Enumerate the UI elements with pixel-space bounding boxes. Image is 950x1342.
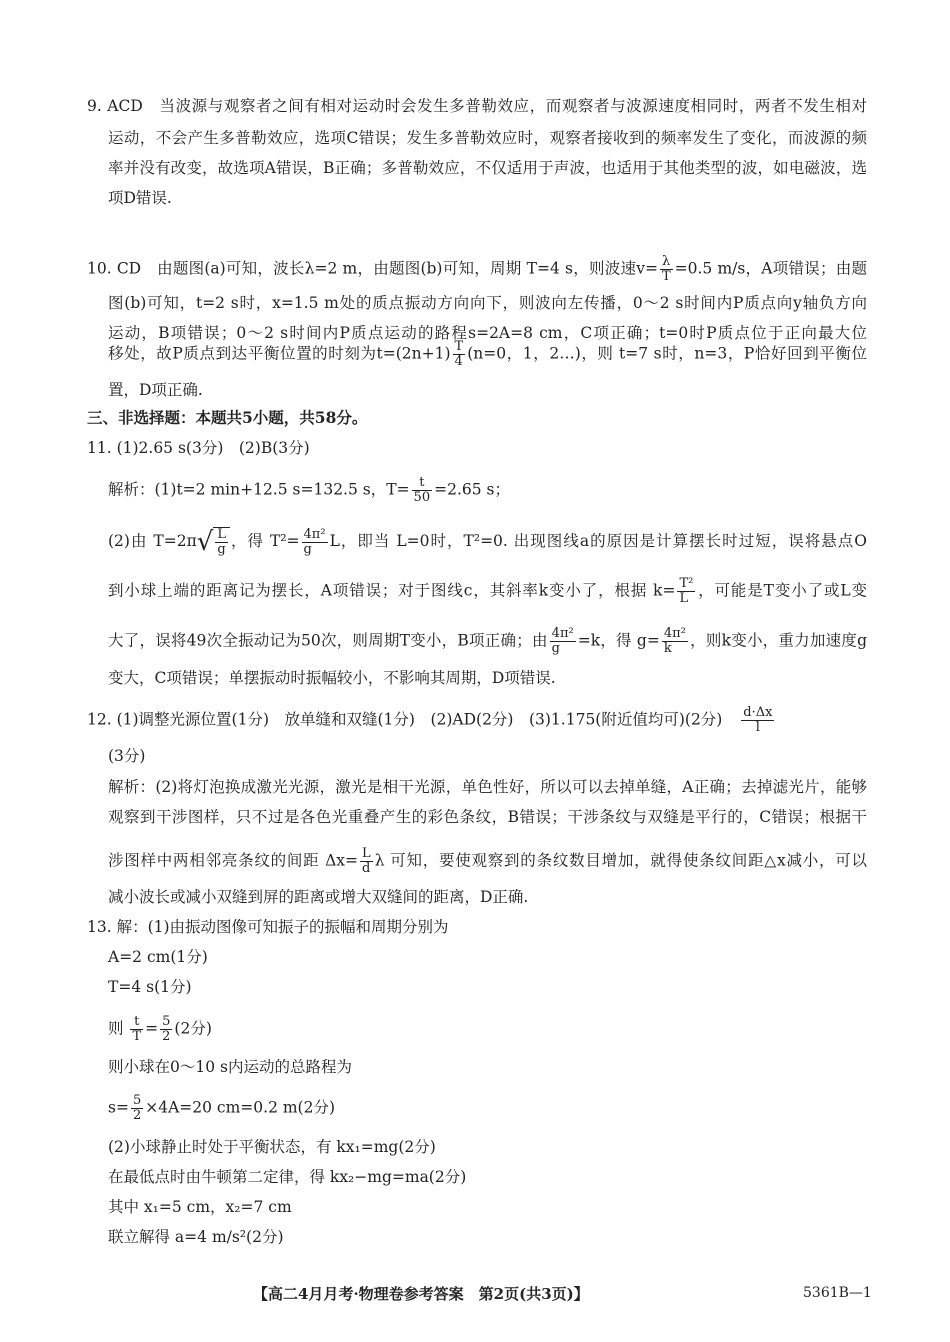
text-line: 9. ACD 当波源与观察者之间有相对运动时会发生多普勒效应，而观察者与波源速度相同时，两者不发生相对 (87, 97, 867, 115)
text-line: 变大，C项错误；单摆振动时振幅较小，不影响其周期，D项错误. (108, 669, 556, 687)
q11-text: (2)由 T=2π (108, 532, 197, 550)
q13-ratio-line (108, 1015, 212, 1044)
q11-text: ，则k变小，重力加速度g (689, 631, 867, 650)
fraction: $\frac{t}{50}$ (413, 475, 431, 505)
q11-text: ，可能是T变小了或L变 (697, 581, 867, 600)
text-line: 运动，B项错误；0～2 s时间内P质点运动的路程s=2A=8 cm，C项正确；t=0时P质点位于正向最大位 (108, 324, 867, 342)
q11-analysis-line-2 (108, 527, 867, 557)
q11-text: 解析：(1)t=2 min+12.5 s=132.5 s，T= (108, 480, 410, 499)
q12-answer-line (87, 706, 867, 735)
q10-text: =0.5 m/s，A项错误；由题 (674, 259, 867, 278)
text-line: 项D错误. (108, 189, 172, 207)
q13-text: = (145, 1019, 159, 1038)
q13-text: ×4A=20 cm=0.2 m(2分) (145, 1098, 336, 1117)
text-line: 联立解得 a=4 m/s²(2分) (108, 1228, 284, 1246)
q11-text: L，即当 L=0时，T²=0. 出现图线a的原因是计算摆长时过短，误将悬点O (329, 532, 867, 550)
text-line: 其中 x₁=5 cm，x₂=7 cm (108, 1198, 292, 1216)
text-line: T=4 s(1分) (108, 978, 192, 996)
text-line: 置，D项正确. (108, 381, 203, 399)
q11-text: 到小球上端的距离记为摆长，A项错误；对于图线c，其斜率k变小了，根据 k= (108, 581, 676, 600)
q10-text: 10. CD 由题图(a)可知，波长λ=2 m，由题图(b)可知，周期 T=4 s，则波速v= (87, 259, 658, 278)
text-line: 解析：(2)将灯泡换成激光光源，激光是相干光源，单色性好，所以可以去掉单缝，A正确；去掉滤光片，能够 (108, 778, 867, 796)
q10-line-1 (87, 255, 867, 284)
fraction: $\frac{d\cdot\Delta x}{l}$ (743, 705, 773, 735)
text-line: 11. (1)2.65 s(3分) (2)B(3分) (87, 439, 310, 457)
page-footer-title: 【高二4月月考·物理卷参考答案 第2页(共3页)】 (253, 1285, 589, 1303)
fraction: $\frac{T}{4}$ (454, 339, 464, 369)
q12-text: 涉图样中两相邻亮条纹的间距 Δx= (108, 851, 359, 870)
fraction: $\frac{t}{T}$ (132, 1014, 142, 1044)
fraction: $\frac{\lambda}{T}$ (661, 254, 671, 284)
q13-text: s= (108, 1098, 129, 1117)
text-line: 运动，不会产生多普勒效应，选项C错误；发生多普勒效应时，观察者接收到的频率发生了变化，而波源的频 (108, 129, 867, 147)
text-line: (3分) (108, 747, 146, 765)
q12-text: λ 可知，要使观察到的条纹数目增加，就得使条纹间距△x减小，可以 (374, 851, 867, 870)
q11-text: =2.65 s； (434, 480, 510, 499)
text-line: 在最低点时由牛顿第二定律，得 kx₂−mg=ma(2分) (108, 1168, 467, 1186)
q11-text: 大了，误将49次全振动记为50次，则周期T变小，B项正确；由 (108, 631, 548, 650)
fraction: $\frac{\text{4π²}}{g}$ (551, 626, 574, 656)
q13-text: (2分) (174, 1019, 212, 1038)
q13-text: 则 (108, 1019, 124, 1038)
q12-analysis-line-3 (108, 847, 867, 876)
q11-text: =k，得 g= (577, 631, 660, 650)
text-line: 则小球在0～10 s内运动的总路程为 (108, 1058, 352, 1076)
text-line: 图(b)可知，t=2 s时，x=1.5 m处的质点振动方向向下，则波向左传播，0～2 s时间内P质点向y轴负方向 (108, 294, 867, 312)
q11-analysis-line-1 (108, 476, 867, 505)
text-line: (2)小球静止时处于平衡状态，有 kx₁=mg(2分) (108, 1138, 436, 1156)
q11-text: ，得 T²= (230, 532, 300, 550)
text-line: 13. 解：(1)由振动图像可知振子的振幅和周期分别为 (87, 918, 449, 936)
text-line: 率并没有改变，故选项A错误，B正确；多普勒效应，不仅适用于声波，也适用于其他类型的波，如电磁波，选 (108, 159, 867, 177)
text-line: A=2 cm(1分) (108, 948, 208, 966)
q10-text: (n=0，1，2…)，则 t=7 s时，n=3，P恰好回到平衡位 (467, 344, 868, 363)
q10-line-4 (108, 340, 867, 369)
fraction: $\frac{\text{4π²}}{k}$ (663, 626, 686, 656)
section-heading: 三、非选择题：本题共5小题，共58分。 (87, 408, 368, 427)
q11-analysis-line-3 (108, 577, 867, 606)
text-line: 观察到干涉图样，只不过是各色光重叠产生的彩色条纹，B错误；干涉条纹与双缝是平行的，C错误；根据干 (108, 808, 867, 826)
q13-distance-line (108, 1094, 335, 1123)
q12-text: 12. (1)调整光源位置(1分) 放单缝和双缝(1分) (2)AD(2分) (3)1.175(附近值均可)(2分) (87, 710, 723, 729)
fraction: $\frac{\text{4π²}}{g}$ (303, 526, 326, 557)
document-code: 5361B—1 (803, 1285, 872, 1301)
fraction: $\frac{L}{g}$ (217, 527, 227, 557)
fraction: $\frac{\text{T²}}{L}$ (679, 576, 694, 606)
text-line: 减小波长或减小双缝到屏的距离或增大双缝间的距离，D正确. (108, 888, 529, 906)
fraction: $\frac{5}{2}$ (132, 1093, 142, 1123)
q11-analysis-line-4 (108, 627, 867, 656)
q10-text: 移处，故P质点到达平衡位置的时刻为t=(2n+1) (108, 344, 451, 363)
fraction: $\frac{5}{2}$ (162, 1014, 171, 1044)
fraction: $\frac{L}{d}$ (362, 846, 371, 876)
sqrt-expression: √ $\frac{L}{g}$ (197, 527, 230, 557)
